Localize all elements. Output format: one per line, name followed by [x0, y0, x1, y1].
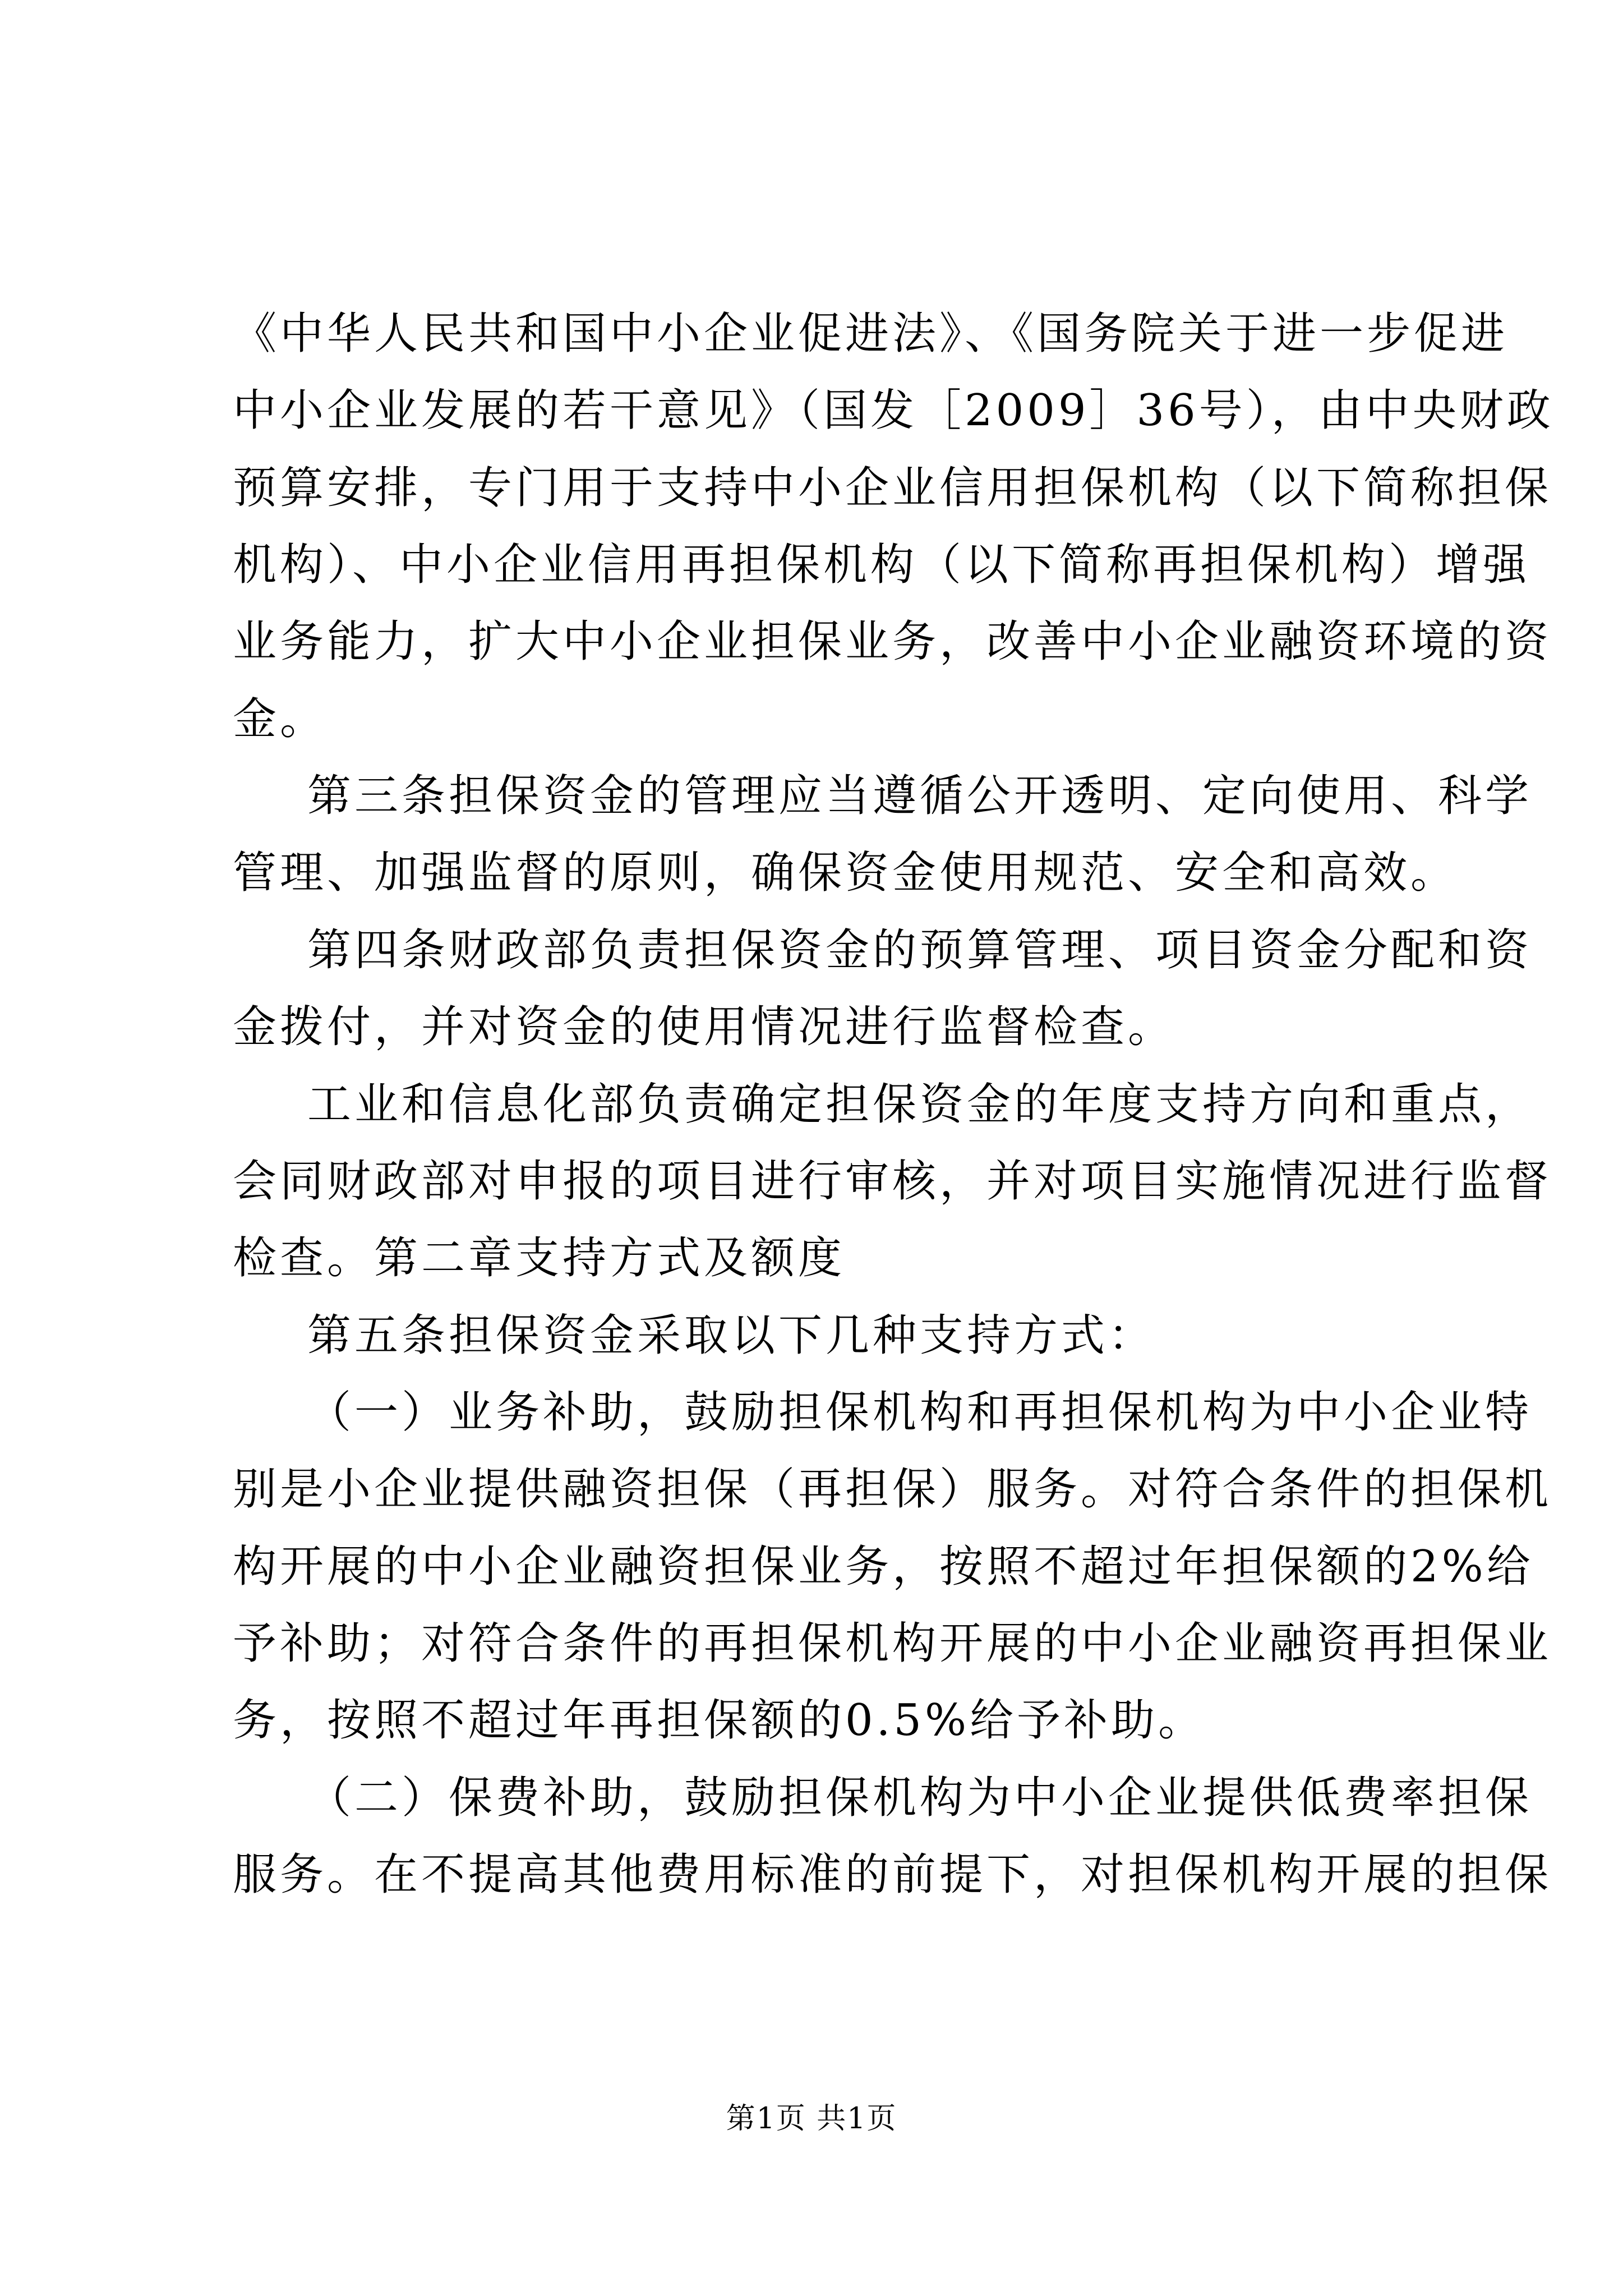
- text-line-7: 第三条担保资金的管理应当遵循公开透明、定向使用、科学: [307, 771, 1533, 821]
- text-line-3: 预算安排，专门用于支持中小企业信用担保机构（以下简称担保: [233, 463, 1552, 513]
- text-line-1: 《中华人民共和国中小企业促进法》、《国务院关于进一步促进: [233, 309, 1509, 359]
- text-line-12: 会同财政部对申报的项目进行审核，并对项目实施情况进行监督: [233, 1156, 1552, 1207]
- page-footer: 第1页 共1页: [726, 2102, 897, 2136]
- text-line-9: 第四条财政部负责担保资金的预算管理、项目资金分配和资: [307, 925, 1533, 976]
- text-line-4: 机构）、中小企业信用再担保机构（以下简称再担保机构）增强: [233, 540, 1530, 590]
- text-line-10: 金拨付，并对资金的使用情况进行监督检查。: [233, 1002, 1175, 1052]
- text-line-14: 第五条担保资金采取以下几种支持方式：: [307, 1310, 1156, 1361]
- text-line-5: 业务能力，扩大中小企业担保业务，改善中小企业融资环境的资: [233, 616, 1552, 667]
- text-line-13: 检查。第二章支持方式及额度: [233, 1233, 846, 1283]
- text-line-6: 金。: [233, 694, 328, 744]
- text-line-17: 构开展的中小企业融资担保业务，按照不超过年担保额的2%给: [233, 1542, 1534, 1592]
- text-line-19: 务，按照不超过年再担保额的0.5%给予补助。: [233, 1695, 1206, 1746]
- text-line-21: 服务。在不提高其他费用标准的前提下，对担保机构开展的担保: [233, 1849, 1552, 1900]
- text-line-8: 管理、加强监督的原则，确保资金使用规范、安全和高效。: [233, 848, 1458, 898]
- text-line-15: （一）业务补助，鼓励担保机构和再担保机构为中小企业特: [307, 1387, 1533, 1438]
- text-line-11: 工业和信息化部负责确定担保资金的年度支持方向和重点，: [307, 1079, 1533, 1130]
- text-line-20: （二）保费补助，鼓励担保机构为中小企业提供低费率担保: [307, 1773, 1533, 1823]
- text-line-16: 别是小企业提供融资担保（再担保）服务。对符合条件的担保机: [233, 1464, 1552, 1515]
- text-line-18: 予补助；对符合条件的再担保机构开展的中小企业融资再担保业: [233, 1618, 1552, 1669]
- text-line-2: 中小企业发展的若干意见》（国发［2009］36号），由中央财政: [233, 385, 1554, 436]
